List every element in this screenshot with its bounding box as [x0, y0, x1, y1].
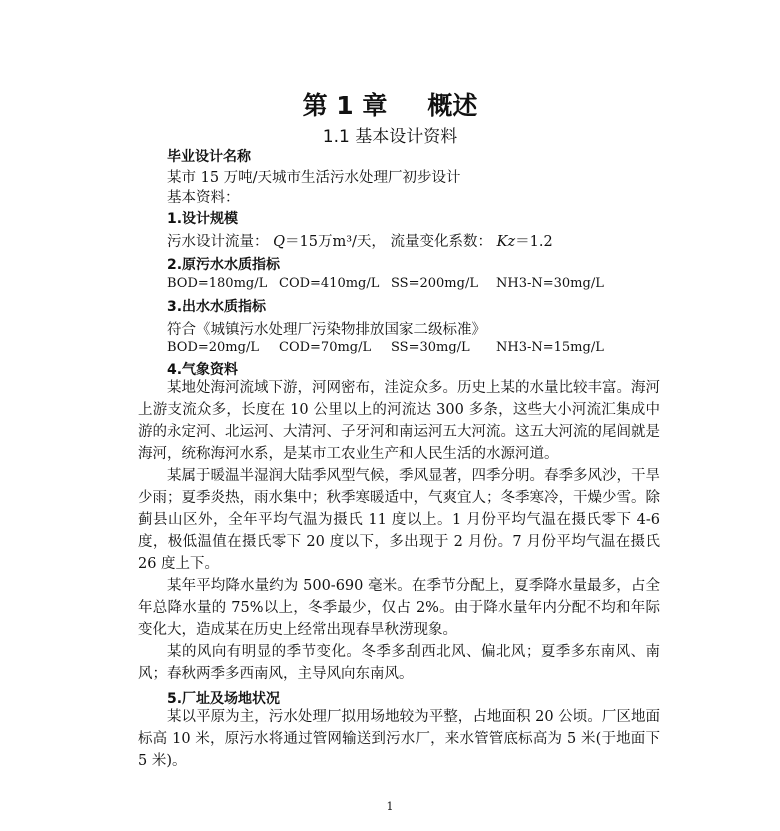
- s2-heading: 2.原污水水质指标: [167, 257, 281, 273]
- kz-value: ＝1.2: [515, 234, 553, 250]
- raw-ss: SS=200mg/L: [391, 276, 478, 291]
- effluent-ss: SS=30mg/L: [391, 340, 470, 355]
- chapter-number: 第 1 章: [302, 91, 388, 120]
- site-paragraph: 某以平原为主，污水处理厂拟用场地较为平整，占地面积 20 公顷。厂区地面标高 10 米，原污水将通过管网输送到污水厂，来水管管底标高为 5 米(于地面下 5 米)。: [138, 709, 660, 769]
- kz-label: 流量变化系数：: [390, 234, 493, 250]
- s4-heading: 4.气象资料: [167, 362, 239, 378]
- climate-paragraph-1: 某地处海河流域下游，河网密布，洼淀众多。历史上某的水量比较丰富。海河上游支流众多，长度在 10 公里以上的河流达 300 多条，这些大小河流汇集成中游的永定河、北运河、大清河、子牙河和南运河五大河流。这五大河流的尾闾就是海河，统称海河水系，是某市工农业生产和人民生活的水源河道。: [138, 380, 660, 462]
- chapter-name: 概述: [427, 91, 478, 120]
- s3-heading: 3.出水水质指标: [167, 299, 267, 315]
- s5-heading: 5.厂址及场地状况: [167, 691, 281, 707]
- effluent-nh3: NH3-N=15mg/L: [496, 340, 604, 355]
- section-title: 1.1 基本设计资料: [322, 127, 458, 147]
- kz-symbol: Kz: [496, 234, 516, 250]
- climate-paragraph-2: 某属于暖温半湿润大陆季风型气候，季风显著，四季分明。春季多风沙，干旱少雨；夏季炎热，雨水集中；秋季寒暖适中，气爽宜人；冬季寒冷，干燥少雪。除蓟县山区外，全年平均气温为摄氏 11 度以上。1 月份平均气温在摄氏零下 4-6 度，极低温值在摄氏零下 20 度以下，多出现于 2 月份。7 月份平均气温在摄氏 26 度上下。: [138, 468, 660, 572]
- s1-heading: 1.设计规模: [167, 211, 239, 227]
- design-name-label: 毕业设计名称: [167, 149, 251, 165]
- project-name: 某市 15 万吨/天城市生活污水处理厂初步设计: [167, 170, 461, 186]
- basic-info-label: 基本资料：: [167, 190, 240, 206]
- design-flow-formula: [167, 230, 553, 251]
- q-symbol: Q: [273, 234, 285, 250]
- page-number: 1: [386, 800, 394, 813]
- raw-bod: BOD=180mg/L: [167, 276, 268, 291]
- discharge-standard: 符合《城镇污水处理厂污染物排放国家二级标准》: [167, 322, 486, 338]
- effluent-bod: BOD=20mg/L: [167, 340, 259, 355]
- flow-label: 污水设计流量：: [167, 234, 269, 250]
- raw-nh3: NH3-N=30mg/L: [496, 276, 604, 291]
- chapter-title: [0, 86, 780, 122]
- climate-paragraph-4: 某的风向有明显的季节变化。冬季多刮西北风、偏北风；夏季多东南风、南风；春秋两季多西南风，主导风向东南风。: [138, 644, 660, 682]
- raw-cod: COD=410mg/L: [279, 276, 380, 291]
- climate-paragraph-3: 某年平均降水量约为 500-690 毫米。在季节分配上，夏季降水量最多，占全年总降水量的 75%以上，冬季最少，仅占 2%。由于降水量年内分配不均和年际变化大，造成某在历史上经常出现春旱秋涝现象。: [138, 578, 660, 638]
- effluent-cod: COD=70mg/L: [279, 340, 372, 355]
- q-value: ＝15万m³/天，: [285, 234, 386, 250]
